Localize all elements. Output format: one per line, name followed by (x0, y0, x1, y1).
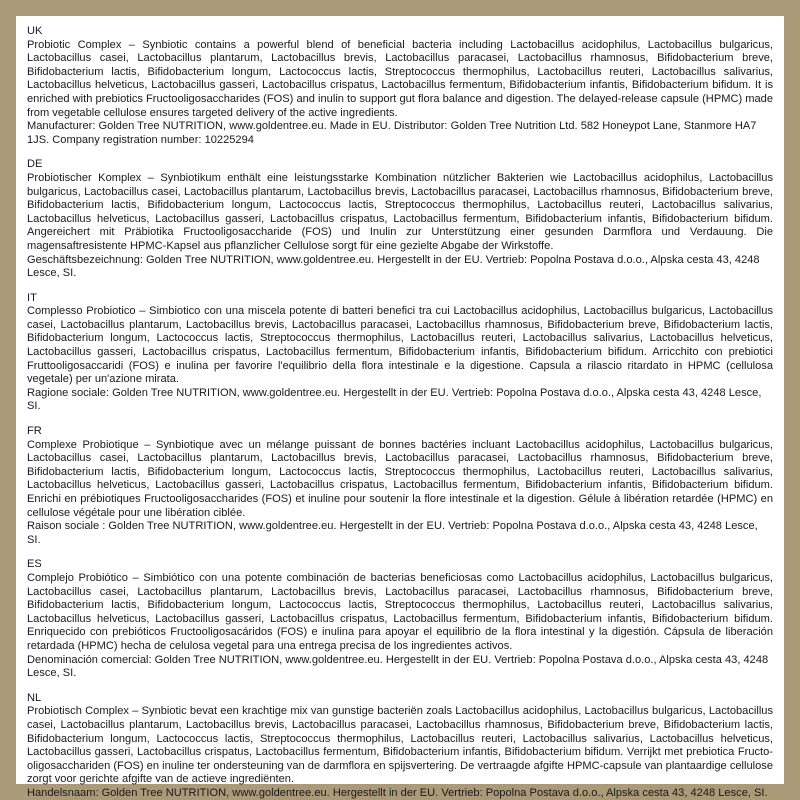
section-es (27, 558, 773, 680)
language-code-nl: NL (27, 691, 42, 704)
description-it: Complesso Probiotico – Simbiotico con una miscela potente di batteri benefici tra cui Lactobacillus acidophilus, Lactobacillus bulgaricus, Lactobacillus casei, Lactobacillus plantarum, Lactobacillus brevis, Lactobacillus paracasei, Lactobacillus rhamnosus, Bifidobacterium breve, Bifidobacterium lactis, Bifidobacterium longum, Lactococcus lactis, Streptococcus thermophilus, Lactobacillus reuteri, Lactobacillus salivarius, Lactobacillus helveticus, Lactobacillus gasseri, Lactobacillus crispatus, Lactobacillus fermentum, Bifidobacterium infantis, Bifidobacterium bifidum. Arricchito con prebiotici Fruttooligosaccaridi (FOS) e inulina per favorire l'equilibrio della flora intestinale e la digestione. Capsula a rilascio ritardato in HPMC (cellulosa vegetale) per un'azione mirata. (27, 305, 773, 386)
language-code-it: IT (27, 291, 37, 304)
description-fr: Complexe Probiotique – Synbiotique avec un mélange puissant de bonnes bactéries incluant Lactobacillus acidophilus, Lactobacillus bulgaricus, Lactobacillus casei, Lactobacillus plantarum, Lactobacillus brevis, Lactobacillus paracasei, Lactobacillus rhamnosus, Bifidobacterium breve, Bifidobacterium lactis, Bifidobacterium longum, Lactococcus lactis, Streptococcus thermophilus, Lactobacillus reuteri, Lactobacillus salivarius, Lactobacillus helveticus, Lactobacillus gasseri, Lactobacillus crispatus, Lactobacillus fermentum, Bifidobacterium infantis, Bifidobacterium bifidum. Enrichi en prébiotiques Fructooligosaccharides (FOS) et inuline pour soutenir la flore intestinale et la digestion. Gélule à libération retardée (HPMC) en cellulose végétale pour une libération ciblée. (27, 438, 773, 519)
section-uk (27, 25, 773, 147)
language-code-es: ES (27, 558, 42, 571)
language-code-de: DE (27, 158, 43, 171)
manufacturer-de: Geschäftsbezeichnung: Golden Tree NUTRITION, www.goldentree.eu. Hergestellt in der EU. Vertrieb: Popolna Postava d.o.o., Alpska cesta 43, 4248 Lesce, SI. (27, 253, 760, 280)
manufacturer-fr: Raison sociale : Golden Tree NUTRITION, www.goldentree.eu. Hergestellt in der EU. Vertrieb: Popolna Postava d.o.o., Alpska cesta 43, 4248 Lesce, SI. (27, 520, 758, 546)
manufacturer-es: Denominación comercial: Golden Tree NUTRITION, www.goldentree.eu. Hergestellt in der EU. Vertrieb: Popolna Postava d.o.o., Alpska cesta 43, 4248 Lesce, SI. (27, 653, 769, 680)
manufacturer-uk: Manufacturer: Golden Tree NUTRITION, www.goldentree.eu. Made in EU. Distributor: Golden Tree Nutrition Ltd. 582 Honeypot Lane, Stanmore HA7 1JS. Company registration number: 10225294 (27, 120, 757, 146)
language-code-fr: FR (27, 425, 42, 438)
manufacturer-it: Ragione sociale: Golden Tree NUTRITION, www.goldentree.eu. Hergestellt in der EU. Vertrieb: Popolna Postava d.o.o., Alpska cesta 43, 4248 Lesce, SI. (27, 386, 762, 413)
description-es: Complejo Probiótico – Simbiótico con una potente combinación de bacterias beneficiosas como Lactobacillus acidophilus, Lactobacillus bulgaricus, Lactobacillus casei, Lactobacillus plantarum, Lactobacillus brevis, Lactobacillus paracasei, Lactobacillus rhamnosus, Bifidobacterium breve, Bifidobacterium lactis, Bifidobacterium longum, Lactococcus lactis, Streptococcus thermophilus, Lactobacillus reuteri, Lactobacillus salivarius, Lactobacillus helveticus, Lactobacillus gasseri, Lactobacillus crispatus, Lactobacillus fermentum, Bifidobacterium infantis, Bifidobacterium bifidum. Enriquecido con prebióticos Fructooligosacáridos (FOS) e inulina para apoyar el equilibrio de la flora intestinal y la digestión. Cápsula de liberación retardada (HPMC) hecha de celulosa vegetal para una entrega precisa de los ingredientes activos. (27, 571, 773, 652)
manufacturer-nl: Handelsnaam: Golden Tree NUTRITION, www.goldentree.eu. Hergestellt in der EU. Vertrieb: Popolna Postava d.o.o., Alpska cesta 43, 4248 Lesce, SI. (27, 786, 768, 799)
section-it (27, 292, 773, 414)
section-fr (27, 425, 773, 547)
description-nl: Probiotisch Complex – Synbiotic bevat een krachtige mix van gunstige bacteriën zoals Lactobacillus acidophilus, Lactobacillus bulgaricus, Lactobacillus casei, Lactobacillus plantarum, Lactobacillus brevis, Lactobacillus paracasei, Lactobacillus rhamnosus, Bifidobacterium breve, Bifidobacterium lactis, Bifidobacterium longum, Lactococcus lactis, Streptococcus thermophilus, Lactobacillus reuteri, Lactobacillus salivarius, Lactobacillus helveticus, Lactobacillus gasseri, Lactobacillus crispatus, Lactobacillus fermentum, Bifidobacterium infantis, Bifidobacterium bifidum. Verrijkt met prebiotica Fructo-oligosacchariden (FOS) en inuline ter ondersteuning van de darmflora en spijsvertering. De vertraagde afgifte HPMC-capsule van plantaardige cellulose zorgt voor gerichte afgifte van de actieve ingrediënten. (27, 705, 773, 786)
language-code-uk: UK (27, 25, 43, 37)
section-nl (27, 692, 773, 800)
label-text-panel (16, 16, 784, 799)
description-uk: Probiotic Complex – Synbiotic contains a powerful blend of beneficial bacteria including Lactobacillus acidophilus, Lactobacillus bulgaricus, Lactobacillus casei, Lactobacillus plantarum, Lactobacillus brevis, Lactobacillus paracasei, Lactobacillus rhamnosus, Bifidobacterium breve, Bifidobacterium lactis, Bifidobacterium longum, Lactococcus lactis, Streptococcus thermophilus, Lactobacillus reuteri, Lactobacillus salivarius, Lactobacillus helveticus, Lactobacillus gasseri, Lactobacillus crispatus, Lactobacillus fermentum, Bifidobacterium infantis, Bifidobacterium bifidum. It is enriched with prebiotics Fructooligosaccharides (FOS) and inulin to support gut flora balance and digestion. The delayed-release capsule (HPMC) made from vegetable cellulose ensures targeted delivery of the active ingredients. (27, 38, 773, 119)
section-de (27, 158, 773, 280)
description-de: Probiotischer Komplex – Synbiotikum enthält eine leistungsstarke Kombination nützlicher Bakterien wie Lactobacillus acidophilus, Lactobacillus bulgaricus, Lactobacillus casei, Lactobacillus plantarum, Lactobacillus brevis, Lactobacillus paracasei, Lactobacillus rhamnosus, Bifidobacterium breve, Bifidobacterium lactis, Bifidobacterium longum, Lactococcus lactis, Streptococcus thermophilus, Lactobacillus reuteri, Lactobacillus salivarius, Lactobacillus helveticus, Lactobacillus gasseri, Lactobacillus crispatus, Lactobacillus fermentum, Bifidobacterium infantis, Bifidobacterium bifidum. Angereichert mit Präbiotika Fructooligosaccharide (FOS) und Inulin zur Unterstützung einer gesunden Darmflora und Verdauung. Die magensaftresistente HPMC-Kapsel aus pflanzlicher Cellulose sorgt für eine gezielte Abgabe der Wirkstoffe. (27, 171, 773, 252)
